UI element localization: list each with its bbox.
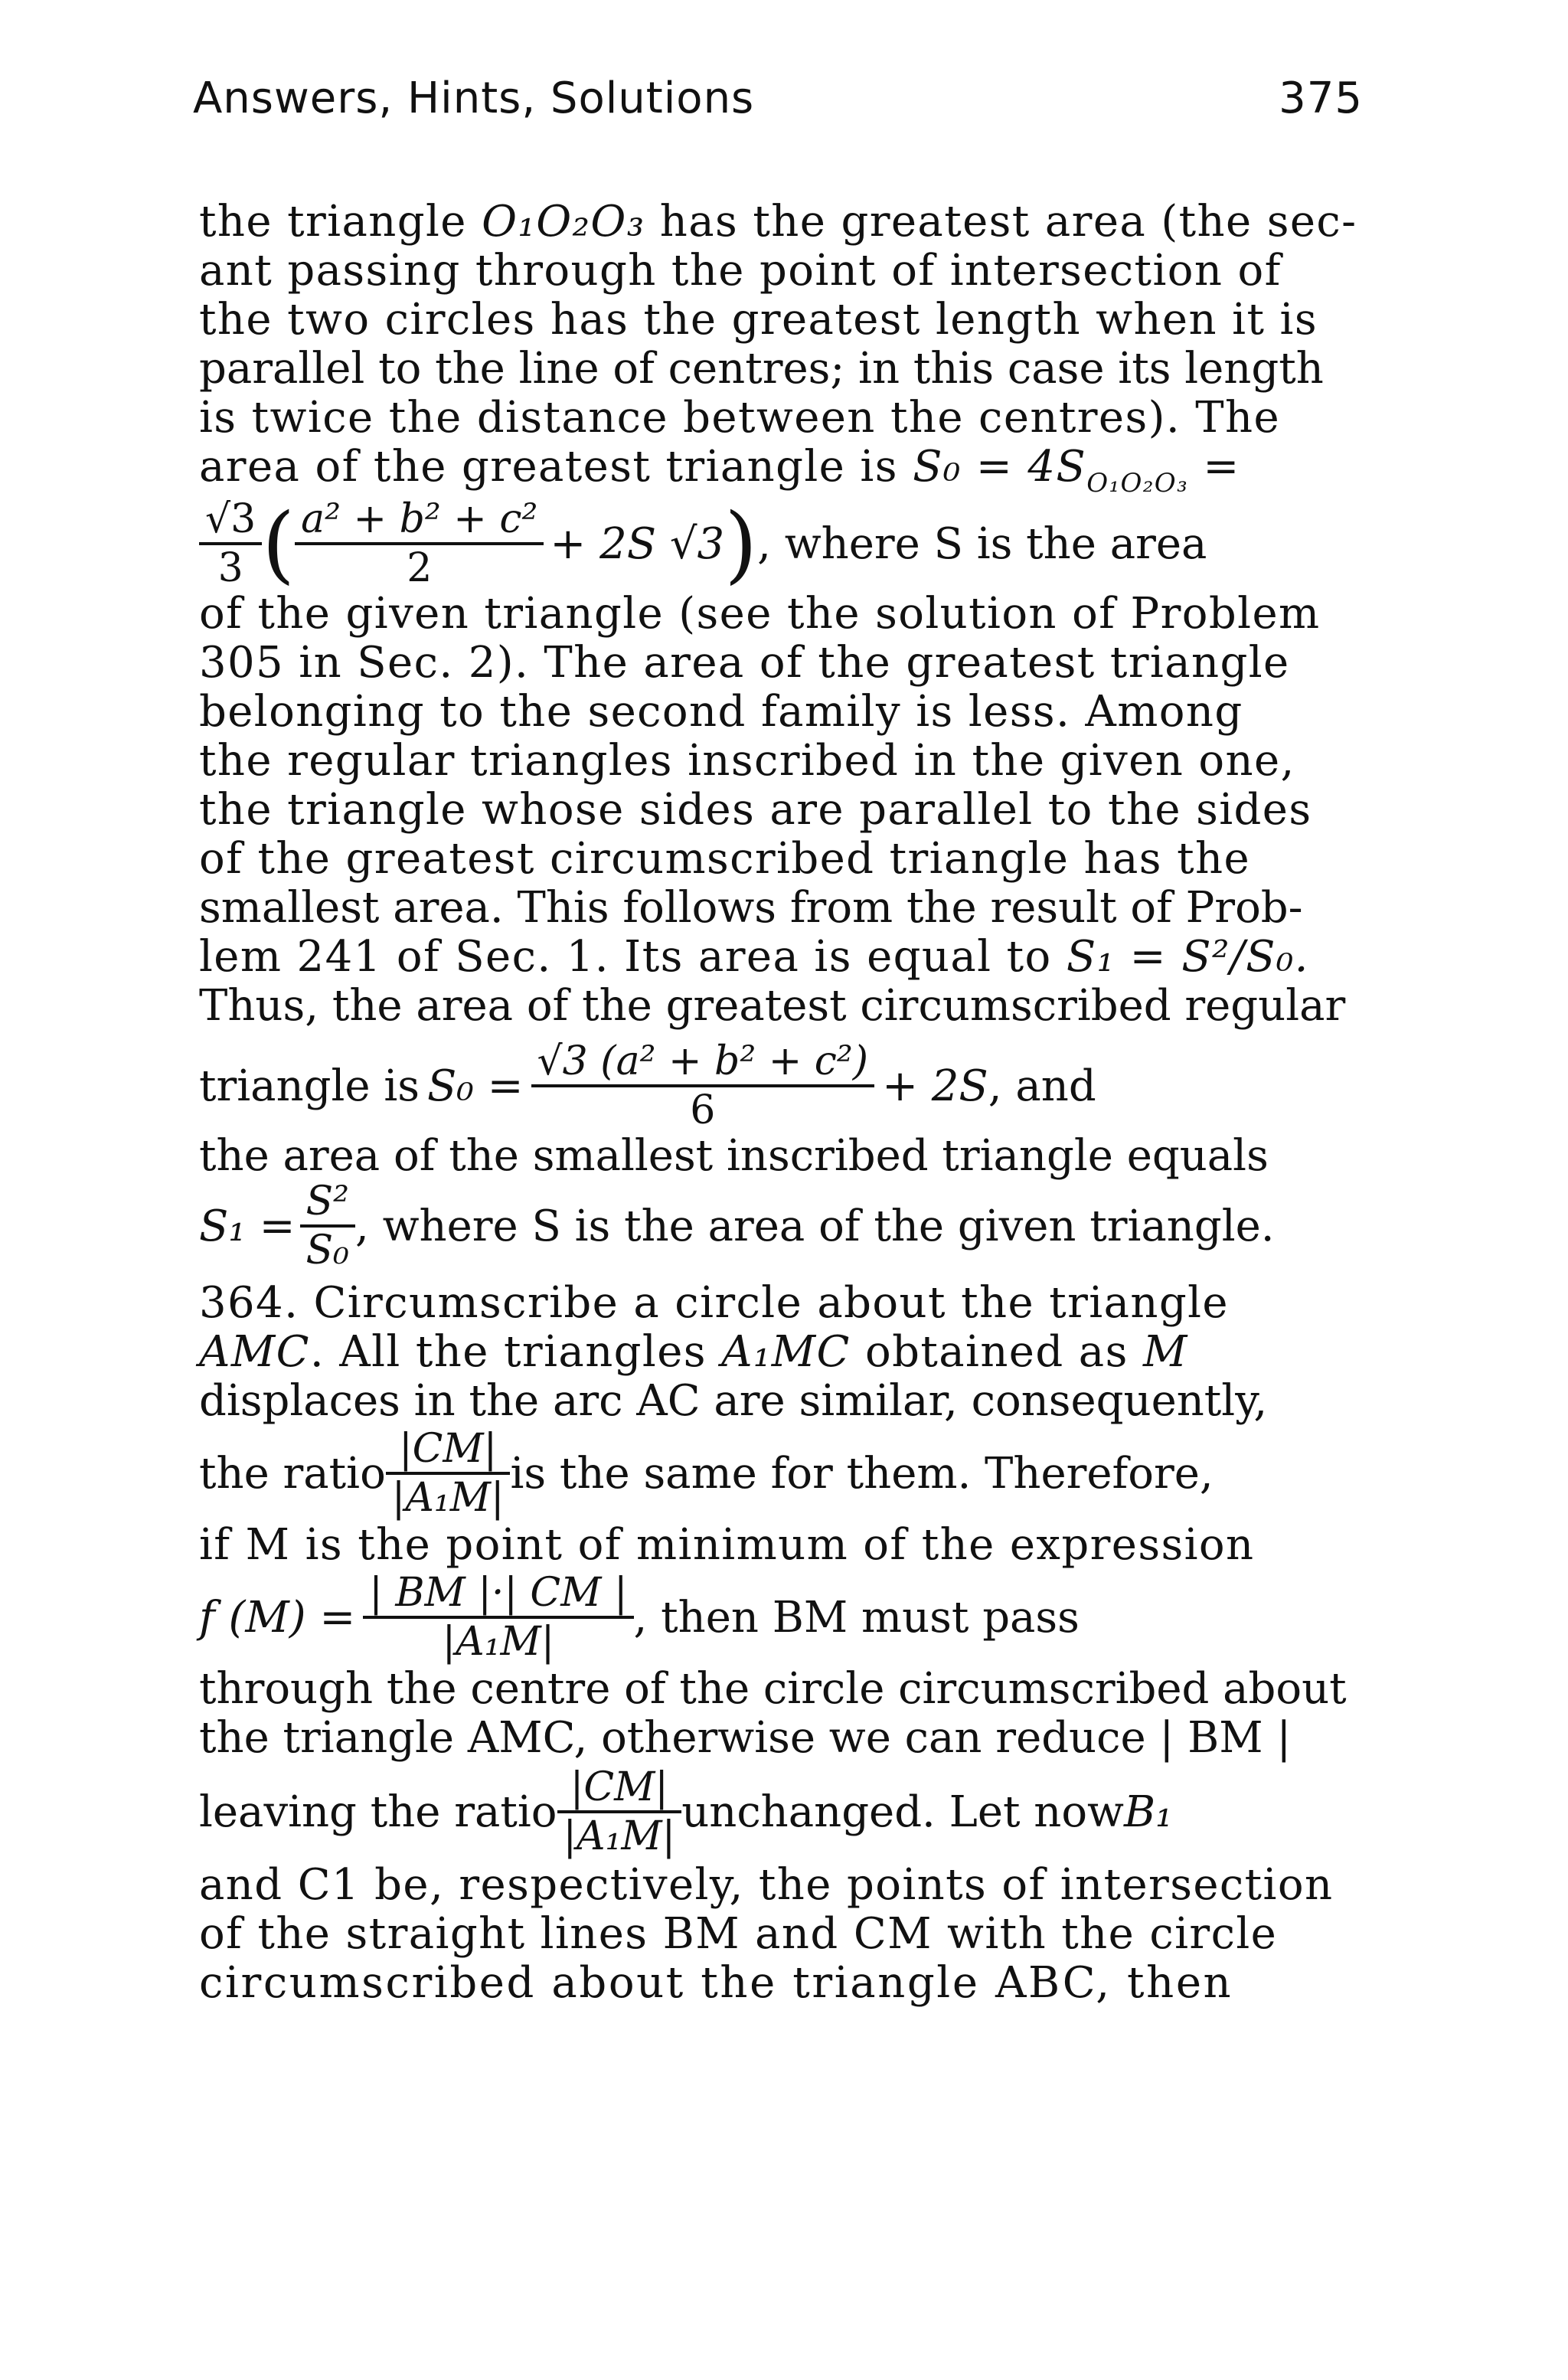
text-line: if M is the point of minimum of the expression — [199, 1520, 1255, 1570]
fraction-bm-cm-over-a1m: $\frac{| BM |\cdot| CM |}{\text{|A₁M|}}$ — [363, 1573, 633, 1662]
text-line: the triangle AMC, otherwise we can reduce | BM | — [199, 1713, 1292, 1763]
fraction-sqrt3-over-3: $\frac{√3}{3}$ — [199, 499, 262, 588]
fraction-cm-over-a1m-2: $\frac{|CM|}{\text{|A₁M|}}$ — [557, 1767, 682, 1856]
text-line: through the centre of the circle circumscribed about — [199, 1664, 1347, 1714]
text-line: is twice the distance between the centres). The — [199, 393, 1280, 443]
text-line: belonging to the second family is less. Among — [199, 687, 1243, 737]
text-line: the triangle O₁O₂O₃ has the greatest area (the sec- — [199, 197, 1357, 247]
formula-ratio-cm-a1m: the ratio $\frac{|CM|}{\text{|A₁M|}}$ is the same for them. Therefore, — [199, 1426, 1214, 1521]
text-line: AMC. All the triangles A₁MC obtained as M — [199, 1327, 1188, 1377]
formula-leaving-ratio: leaving the ratio $\frac{|CM|}{\text{|A₁M|}}$ unchanged. Let now B₁ — [199, 1764, 1173, 1859]
text-line: 305 in Sec. 2). The area of the greatest triangle — [199, 638, 1290, 688]
text-line: area of the greatest triangle is $S_0 = 4S_{O_1O_2O_3}$ = — [199, 442, 1240, 499]
text-line: the area of the smallest inscribed triangle equals — [199, 1131, 1269, 1181]
text-line: of the greatest circumscribed triangle has the — [199, 834, 1251, 884]
fraction-sqrt3-abc-over-6: $\frac{\text{√3 (a² + b² + c²)}}{6}$ — [531, 1041, 875, 1130]
fraction-s2-over-s0: $\frac{\text{S²}}{\text{S₀}}$ — [300, 1182, 355, 1270]
text-line: smallest area. This follows from the result of Prob- — [199, 883, 1303, 933]
text-line: and C1 be, respectively, the points of intersection — [199, 1860, 1334, 1910]
text-line: lem 241 of Sec. 1. Its area is equal to S₁ = S²/S₀. — [199, 932, 1309, 982]
text-line: the two circles has the greatest length when it is — [199, 295, 1318, 345]
text-line: displaces in the arc AC are similar, consequently, — [199, 1376, 1268, 1426]
text-line: the regular triangles inscribed in the given one, — [199, 736, 1295, 786]
formula-greatest-area: $\frac{√3}{3}$ ( $\frac{\text{a² + b² + c²}}{2}$ + 2S √3 ) , where S is the area — [199, 498, 1393, 590]
text-line: Thus, the area of the greatest circumscribed regular — [199, 981, 1346, 1031]
text-line: ant passing through the point of intersection of — [199, 246, 1282, 296]
math-o1o2o3: O₁O₂O₃ — [482, 197, 645, 247]
running-header-title: Answers, Hints, Solutions — [193, 74, 755, 123]
page-body — [199, 198, 1393, 2008]
formula-smallest-inscribed: S₁ = $\frac{\text{S²}}{\text{S₀}}$ , where S is the area of the given triangle. — [199, 1179, 1275, 1273]
formula-f-of-m: f (M) = $\frac{| BM |\cdot| CM |}{\text{|A₁M|}}$ , then BM must pass — [199, 1570, 1080, 1665]
fraction-abc-over-2: $\frac{\text{a² + b² + c²}}{2}$ — [295, 499, 544, 588]
formula-circumscribed-area: triangle is S₀ = $\frac{\text{√3 (a² + b² + c²)}}{6}$ + 2S , and — [199, 1038, 1096, 1133]
text-line: of the straight lines BM and CM with the circle — [199, 1909, 1278, 1959]
text-line: 364. Circumscribe a circle about the triangle — [199, 1278, 1229, 1328]
text-line: parallel to the line of centres; in this case its length — [199, 344, 1324, 394]
text-line: the triangle whose sides are parallel to the sides — [199, 785, 1312, 835]
page-number: 375 — [1279, 74, 1363, 123]
fraction-cm-over-a1m: $\frac{|CM|}{\text{|A₁M|}}$ — [386, 1429, 511, 1518]
text-line: circumscribed about the triangle ABC, then — [199, 1958, 1233, 2008]
text-line: of the given triangle (see the solution of Problem — [199, 589, 1321, 639]
